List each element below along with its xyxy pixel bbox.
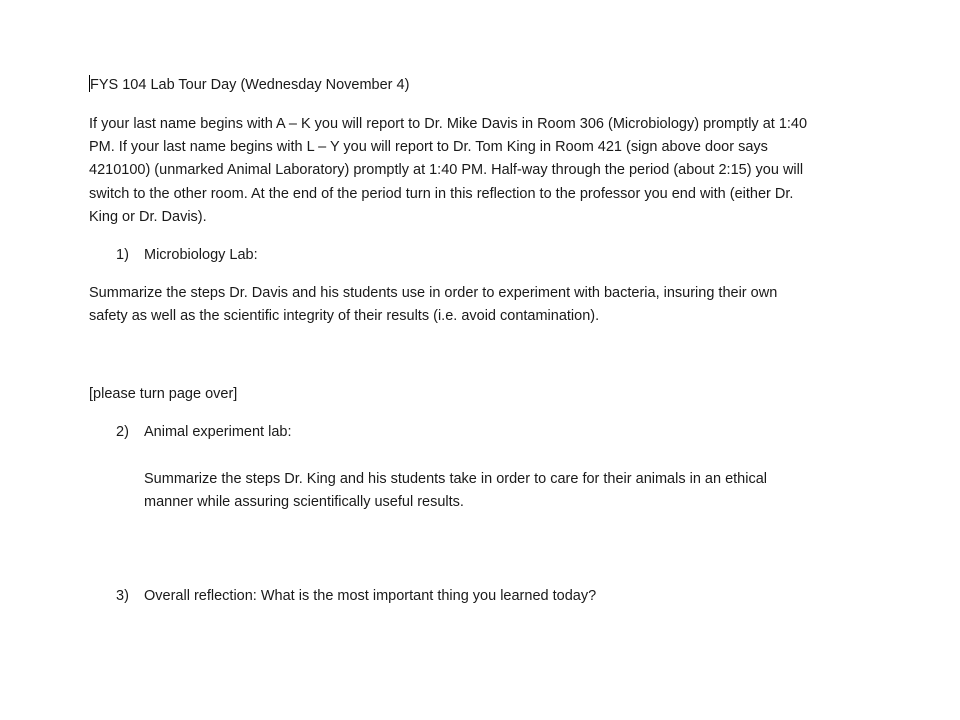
list-number: 2) — [116, 424, 129, 440]
animal-lab-prompt: Summarize the steps Dr. King and his students take in order to care for their animals in an ethical manner while assuring scientifically useful results. — [144, 471, 768, 511]
list-label: Animal experiment lab: — [144, 424, 292, 440]
microbiology-prompt: Summarize the steps Dr. Davis and his students use in order to experiment with bacteria, insuring their own safety as well as the scientific integrity of their results (i.e. avoid contamination). — [89, 285, 778, 325]
document-title — [89, 74, 409, 97]
turn-over-note: [please turn page over] — [89, 386, 238, 402]
list-label: Overall reflection: What is the most important thing you learned today? — [144, 588, 597, 604]
list-number: 1) — [116, 247, 129, 263]
list-item-microbiology — [116, 244, 258, 267]
intro-paragraph: If your last name begins with A – K you will report to Dr. Mike Davis in Room 306 (Microbiology) promptly at 1:40 PM. If your last name begins with L – Y you will report to Dr. Tom King in Room 421 (sign above door says 4210100) (unmarked Animal Laboratory) promptly at 1:40 PM. Half-way through the period (about 2:15) you will switch to the other room. At the end of the period turn in this reflection to the professor you end with (either Dr. King or Dr. Davis). — [89, 116, 808, 225]
list-item-overall-reflection — [116, 585, 596, 608]
list-number: 3) — [116, 588, 129, 604]
list-item-animal-lab — [116, 421, 292, 444]
list-label: Microbiology Lab: — [144, 247, 258, 263]
document-title-text: FYS 104 Lab Tour Day (Wednesday November 4) — [90, 77, 410, 93]
